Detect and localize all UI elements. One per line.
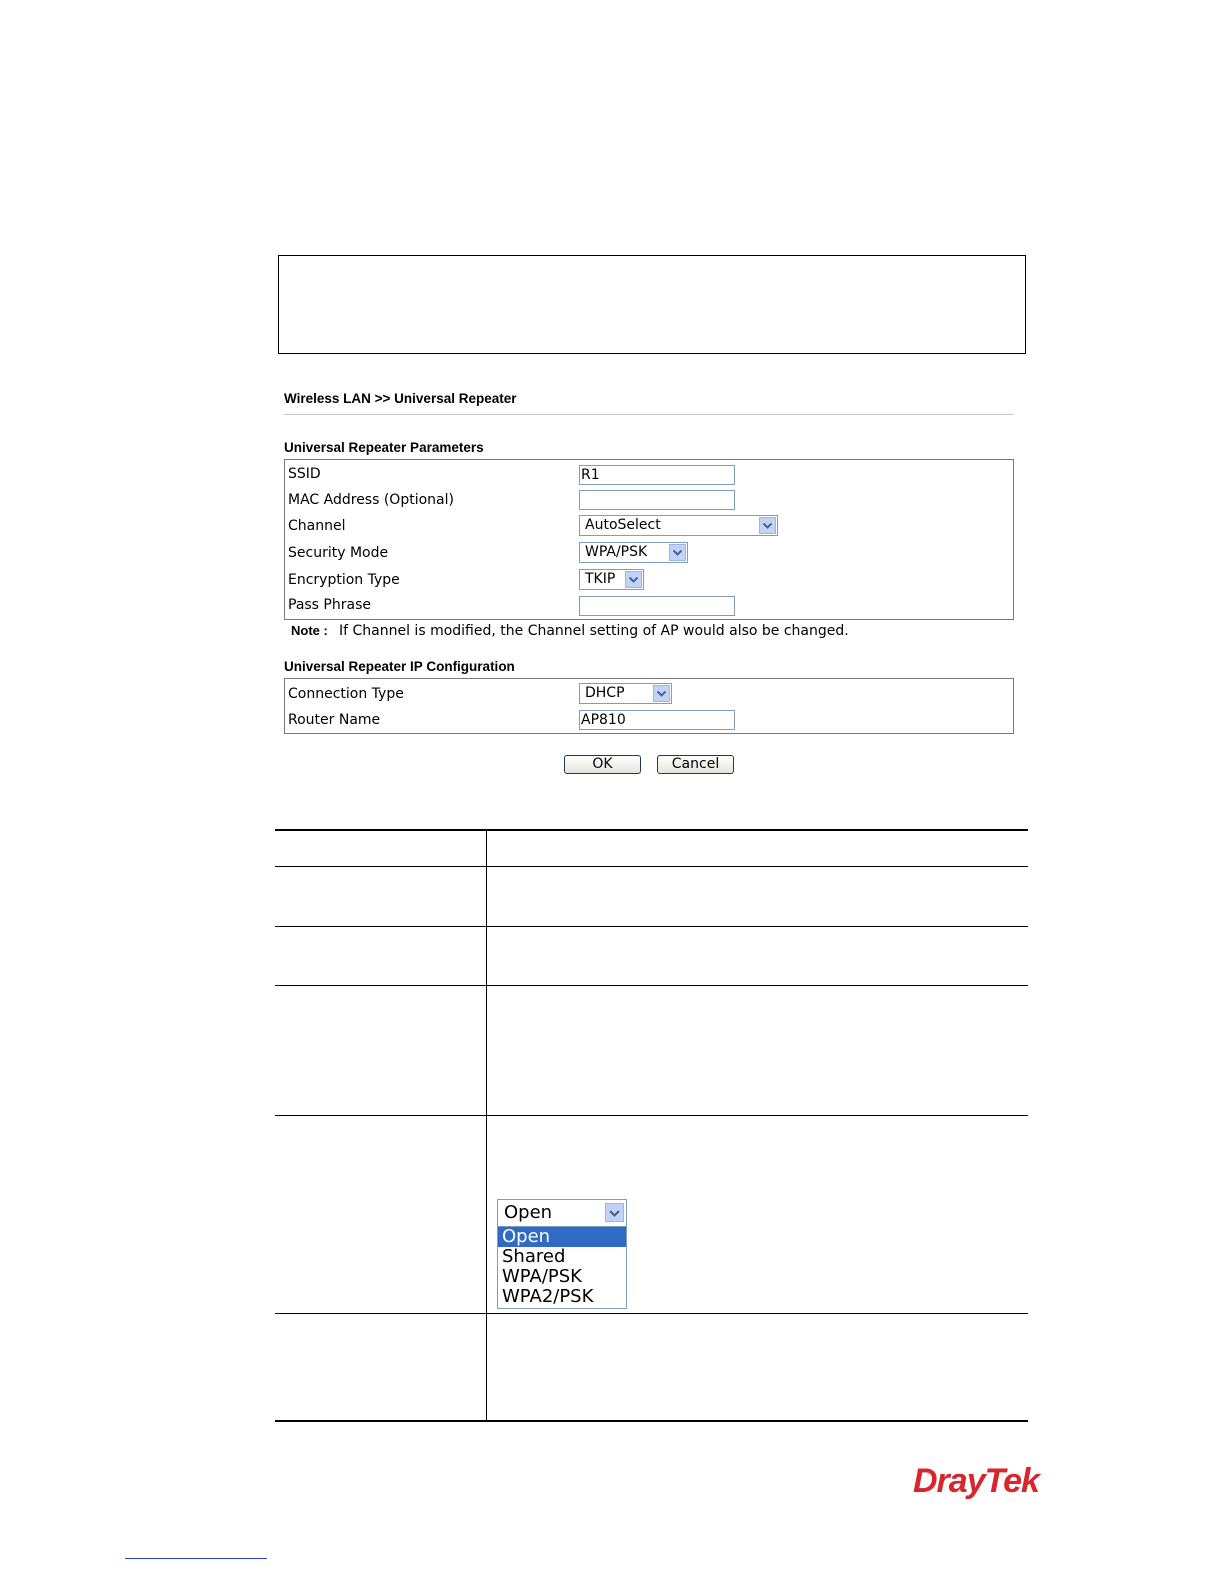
dropdown-option-shared[interactable]: Shared <box>502 1246 566 1267</box>
mac-label: MAC Address (Optional) <box>288 492 454 508</box>
router-name-label: Router Name <box>288 712 381 728</box>
channel-select[interactable] <box>579 515 778 536</box>
note-text: If Channel is modified, the Channel setting of AP would also be changed. <box>339 623 849 639</box>
encryption-label: Encryption Type <box>288 572 400 588</box>
security-mode-dropdown-header[interactable] <box>498 1200 626 1227</box>
chevron-down-icon <box>669 544 686 561</box>
pass-input[interactable] <box>579 596 735 616</box>
title-divider <box>284 414 1014 415</box>
conn-type-label: Connection Type <box>288 686 404 702</box>
channel-value: AutoSelect <box>585 517 661 533</box>
channel-label: Channel <box>288 518 346 534</box>
security-mode-dropdown[interactable] <box>497 1199 627 1309</box>
table-row-divider <box>275 926 1028 927</box>
security-mode-selected: Open <box>504 1202 553 1223</box>
dropdown-option-wpa2-psk[interactable]: WPA2/PSK <box>502 1286 594 1307</box>
ok-button[interactable]: OK <box>564 755 641 774</box>
security-select[interactable] <box>579 542 688 563</box>
dropdown-option-open[interactable]: Open <box>498 1227 626 1247</box>
chevron-down-icon <box>759 517 776 534</box>
page-title: Wireless LAN >> Universal Repeater <box>284 391 517 406</box>
draytek-logo: DrayTek <box>913 1462 1039 1500</box>
conn-type-value: DHCP <box>585 685 625 701</box>
chevron-down-icon <box>605 1203 624 1222</box>
table-row-divider <box>275 1313 1028 1314</box>
mac-input[interactable] <box>579 490 735 510</box>
params-section-title: Universal Repeater Parameters <box>284 440 484 455</box>
table-bottom-rule <box>275 1420 1028 1422</box>
cancel-button[interactable]: Cancel <box>657 755 734 774</box>
table-row-divider <box>275 1115 1028 1116</box>
chevron-down-icon <box>625 571 642 588</box>
footer-link-rule <box>125 1558 267 1559</box>
pass-label: Pass Phrase <box>288 597 371 613</box>
dropdown-option-wpa-psk[interactable]: WPA/PSK <box>502 1266 582 1287</box>
encryption-value: TKIP <box>585 571 616 587</box>
router-name-input[interactable]: AP810 <box>579 710 735 730</box>
table-row-divider <box>275 985 1028 986</box>
encryption-select[interactable] <box>579 569 644 590</box>
table-column-divider <box>486 830 487 1422</box>
info-box <box>278 255 1026 354</box>
ip-section-title: Universal Repeater IP Configuration <box>284 659 515 674</box>
table-row-divider <box>275 866 1028 867</box>
security-value: WPA/PSK <box>585 544 648 560</box>
chevron-down-icon <box>653 685 670 702</box>
security-label: Security Mode <box>288 545 389 561</box>
note-label: Note : <box>291 623 328 638</box>
ssid-input[interactable]: R1 <box>579 465 735 485</box>
ssid-label: SSID <box>288 466 321 482</box>
conn-type-select[interactable] <box>579 683 672 704</box>
table-top-rule <box>275 829 1028 831</box>
